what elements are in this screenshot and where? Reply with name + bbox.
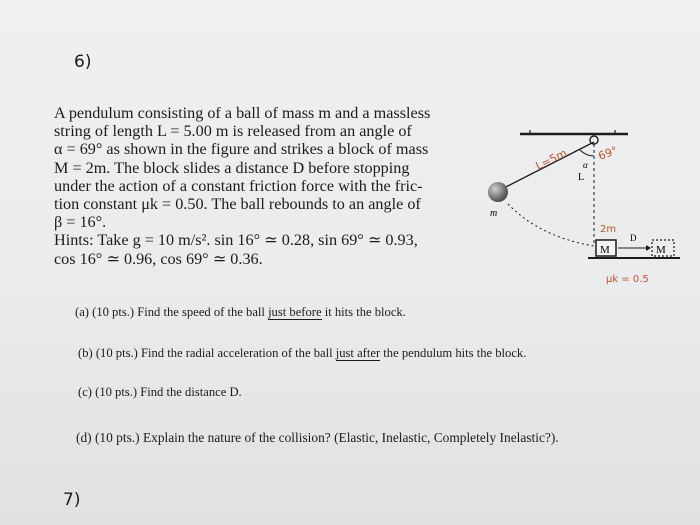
part-c: (c) (10 pts.) Find the distance D. — [78, 385, 242, 399]
problem-line: string of length L = 5.00 m is released from an angle of — [54, 122, 412, 141]
part-b — [78, 346, 526, 361]
alpha-label: α — [583, 160, 588, 170]
arrow-head-icon — [646, 245, 651, 251]
part-b-prefix: (b) (10 pts.) Find the radial acceleration of the ball — [78, 346, 336, 360]
swing-arc — [508, 204, 594, 246]
length-label: L — [578, 172, 585, 183]
part-b-emphasis: just after — [335, 346, 381, 360]
next-question-number: 7) — [63, 490, 81, 510]
part-a-emphasis: just before — [268, 305, 322, 319]
angle-arc — [580, 150, 594, 156]
problem-line: Hints: Take g = 10 m/s². sin 16° ≃ 0.28, sin 69° ≃ 0.93, — [54, 231, 418, 250]
pendulum-figure — [470, 112, 680, 292]
ball-icon — [488, 182, 508, 202]
part-b-suffix: the pendulum hits the block. — [380, 346, 527, 360]
handwritten-length: L=5m — [533, 146, 570, 173]
mass-label: m — [490, 208, 498, 219]
part-d: (d) (10 pts.) Explain the nature of the collision? (Elastic, Inelastic, Completely Inelastic?). — [76, 430, 559, 445]
part-a-suffix: it hits the block. — [321, 305, 406, 319]
problem-line: β = 16°. — [54, 213, 107, 232]
problem-line: under the action of a constant friction force with the fric- — [54, 176, 423, 195]
part-a-prefix: (a) (10 pts.) Find the speed of the ball — [75, 305, 269, 319]
problem-line: tion constant μk = 0.50. The ball rebounds to an angle of — [54, 195, 421, 214]
handwritten-angle: 69° — [596, 143, 620, 163]
distance-label: D — [630, 233, 637, 243]
problem-line: A pendulum consisting of a ball of mass m and a massless — [54, 104, 431, 122]
problem-statement — [54, 104, 474, 268]
block-label: M — [600, 244, 610, 256]
handwritten-mass: 2m — [600, 224, 617, 235]
question-number: 6) — [74, 52, 92, 72]
problem-line: cos 16° ≃ 0.96, cos 69° ≃ 0.36. — [54, 249, 263, 268]
problem-line: α = 69° as shown in the figure and strikes a block of mass — [54, 140, 429, 159]
part-a — [75, 305, 406, 320]
final-block-label: M — [656, 244, 666, 256]
problem-line: M = 2m. The block slides a distance D before stopping — [54, 158, 410, 177]
handwritten-friction: μk = 0.5 — [606, 274, 649, 285]
